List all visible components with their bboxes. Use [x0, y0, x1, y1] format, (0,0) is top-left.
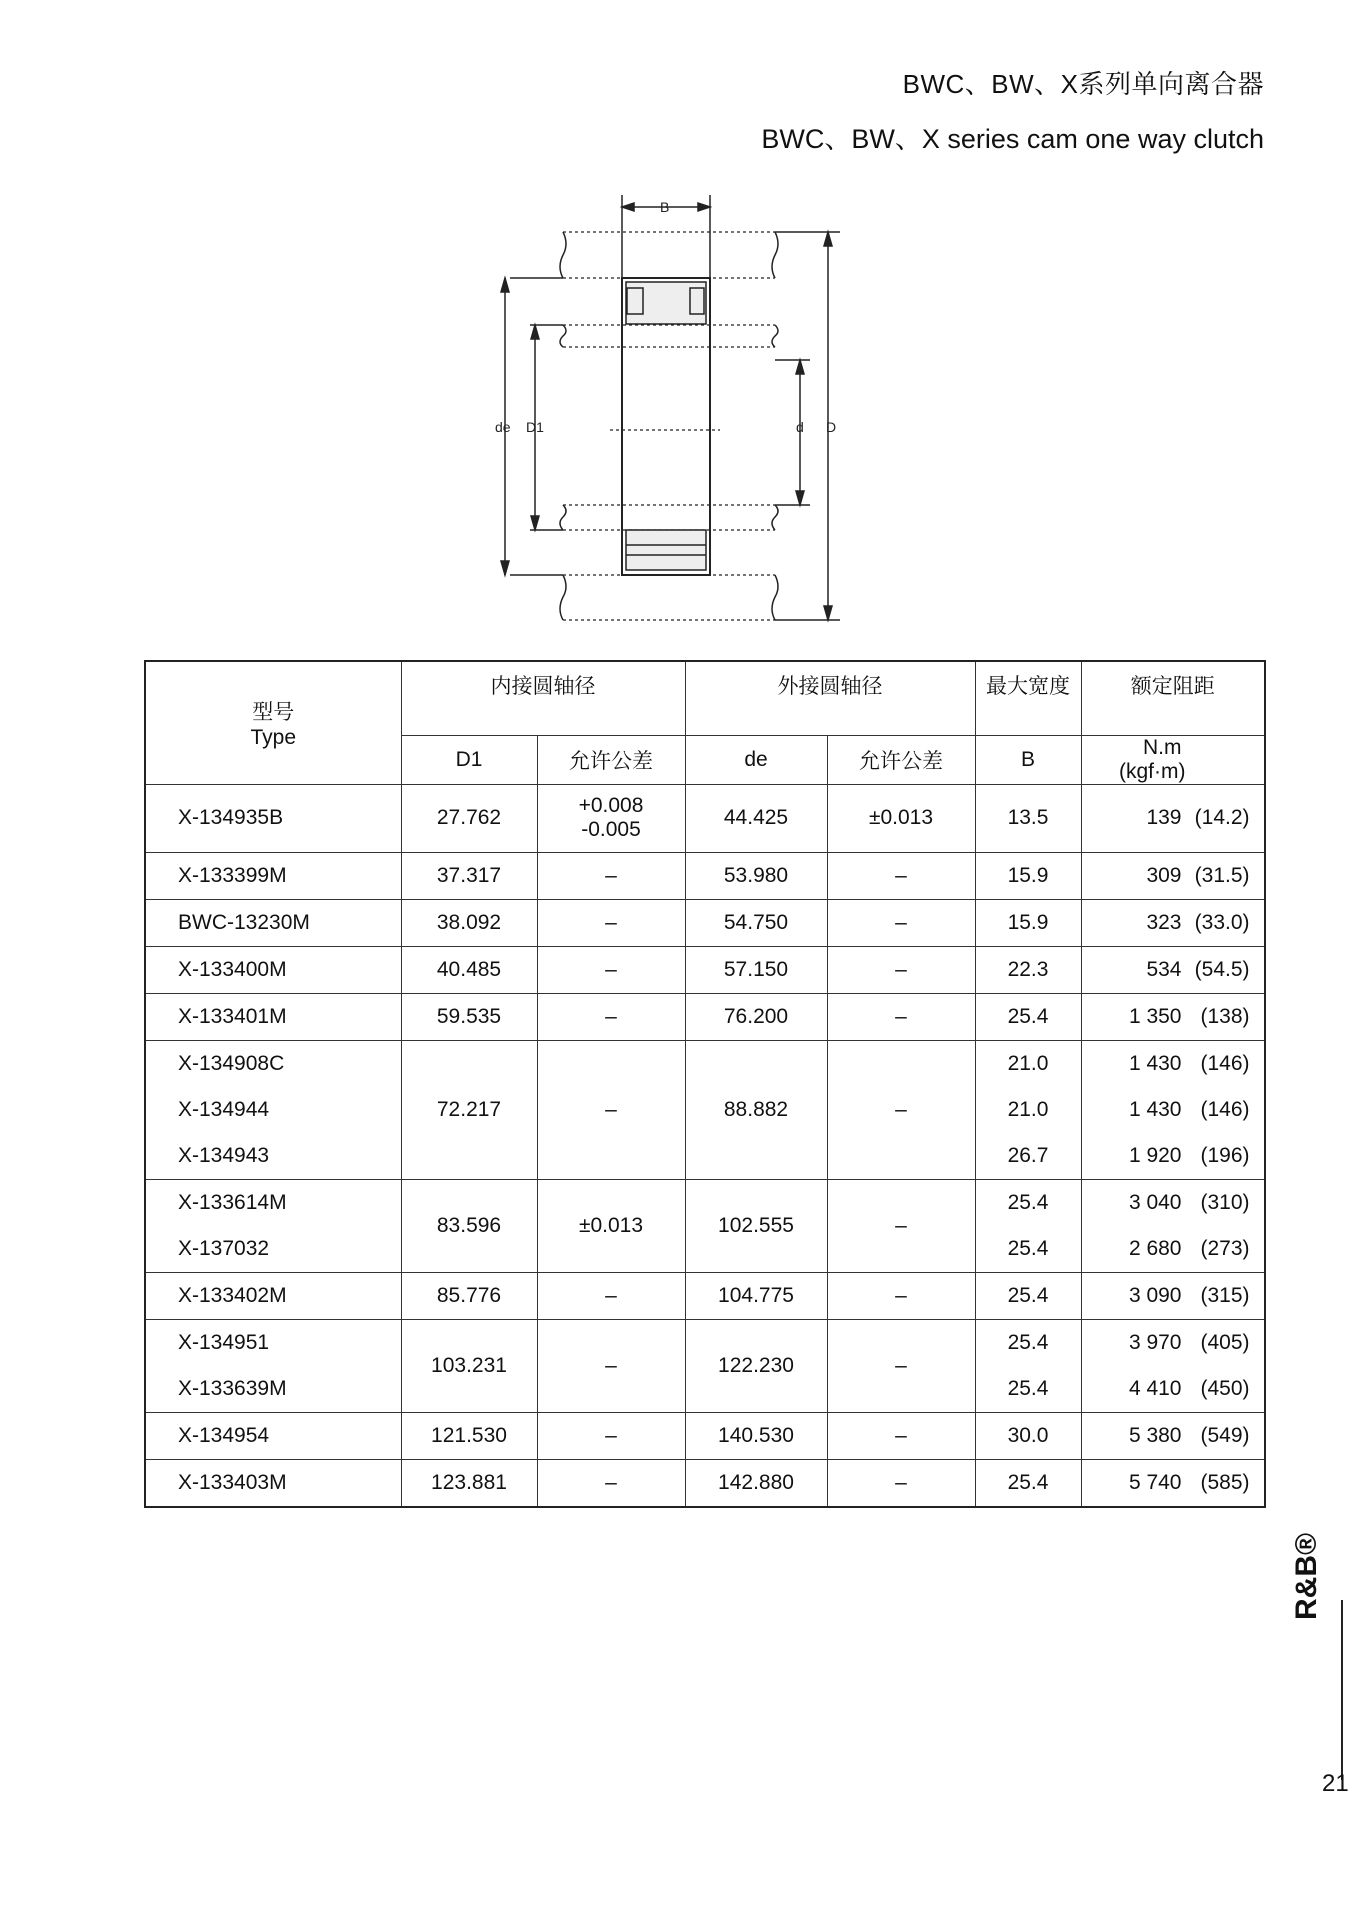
type-value: X-133403M	[178, 1470, 287, 1494]
torque-line	[1102, 900, 1265, 946]
tol2-cell: –	[827, 852, 975, 899]
tol1-cell	[537, 1412, 685, 1459]
table-row	[145, 1459, 1265, 1507]
d1-cell: 72.217	[401, 1040, 537, 1179]
d1-cell: 37.317	[401, 852, 537, 899]
de-cell: 104.775	[685, 1272, 827, 1319]
header-de: de	[685, 735, 827, 784]
type-value: X-133399M	[178, 863, 287, 887]
b-value: 25.4	[1007, 1376, 1049, 1400]
torque-line	[1102, 1366, 1265, 1412]
type-value: X-134908C	[178, 1051, 285, 1075]
b-value: 25.4	[1007, 1236, 1049, 1260]
header-b: B	[975, 735, 1081, 784]
type-cell	[145, 899, 401, 946]
b-cell	[975, 1319, 1081, 1412]
tol1-value: –	[605, 1423, 617, 1447]
tol2-cell: –	[827, 1319, 975, 1412]
torque-cell	[1081, 993, 1265, 1040]
torque-nm: 309	[1146, 863, 1182, 887]
de-cell: 57.150	[685, 946, 827, 993]
type-value: X-133401M	[178, 1004, 287, 1028]
b-cell	[975, 1179, 1081, 1272]
brand-logo: R&B®	[1290, 1532, 1323, 1620]
tol1-cell	[537, 946, 685, 993]
torque-nm: 3 970	[1128, 1330, 1182, 1354]
de-cell: 44.425	[685, 784, 827, 852]
torque-kgfm: (405)	[1200, 1330, 1250, 1354]
header-tol1: 允许公差	[537, 735, 685, 784]
type-value: X-133614M	[178, 1190, 287, 1214]
torque-nm: 1 430	[1128, 1051, 1182, 1075]
tol1-value: ±0.013	[578, 1213, 644, 1237]
b-value: 26.7	[1007, 1143, 1049, 1167]
tol1-cell	[537, 899, 685, 946]
table-row	[145, 899, 1265, 946]
type-cell	[145, 1040, 401, 1179]
tol1-value: –	[605, 1353, 617, 1377]
b-value: 30.0	[1007, 1423, 1049, 1447]
torque-line	[1102, 1273, 1265, 1319]
page-title-cn: BWC、BW、X系列单向离合器	[902, 69, 1264, 99]
torque-line	[1102, 795, 1265, 841]
header-tol2: 允许公差	[827, 735, 975, 784]
table-row	[145, 784, 1265, 852]
type-value: X-133402M	[178, 1283, 287, 1307]
b-value: 21.0	[1007, 1097, 1049, 1121]
spec-table	[144, 660, 1266, 1508]
tol1-value: -0.005	[581, 818, 641, 841]
torque-line	[1102, 1413, 1265, 1459]
tol1-cell	[537, 1040, 685, 1179]
d1-cell: 27.762	[401, 784, 537, 852]
torque-cell	[1081, 1412, 1265, 1459]
tol2-cell: –	[827, 993, 975, 1040]
d1-cell: 85.776	[401, 1272, 537, 1319]
d1-cell: 83.596	[401, 1179, 537, 1272]
de-cell: 88.882	[685, 1040, 827, 1179]
torque-cell	[1081, 1272, 1265, 1319]
torque-nm: 139	[1146, 806, 1182, 829]
type-cell	[145, 1272, 401, 1319]
torque-cell	[1081, 1459, 1265, 1507]
torque-kgfm: (146)	[1200, 1097, 1250, 1121]
torque-kgfm: (54.5)	[1194, 957, 1250, 981]
header-type-en: Type	[250, 725, 297, 749]
d1-cell: 40.485	[401, 946, 537, 993]
torque-line	[1102, 1133, 1265, 1179]
torque-kgfm: (138)	[1200, 1004, 1250, 1028]
torque-kgfm: (33.0)	[1194, 910, 1250, 934]
table-row	[145, 993, 1265, 1040]
torque-kgfm: (450)	[1200, 1376, 1250, 1400]
de-cell: 102.555	[685, 1179, 827, 1272]
tol1-value: –	[605, 910, 617, 934]
torque-line	[1102, 853, 1265, 899]
torque-line	[1102, 947, 1265, 993]
type-value: X-134951	[178, 1330, 270, 1354]
b-value: 25.4	[1007, 1470, 1049, 1494]
b-value: 25.4	[1007, 1283, 1049, 1307]
de-cell: 54.750	[685, 899, 827, 946]
b-cell	[975, 899, 1081, 946]
dim-label-de: de	[495, 419, 511, 435]
torque-nm: 2 680	[1128, 1236, 1182, 1260]
header-kgfm: (kgf·m)	[1119, 759, 1186, 783]
torque-cell	[1081, 1319, 1265, 1412]
type-cell	[145, 946, 401, 993]
b-cell	[975, 1412, 1081, 1459]
torque-cell	[1081, 784, 1265, 852]
table-row	[145, 1319, 1265, 1412]
tol2-cell: –	[827, 899, 975, 946]
b-cell	[975, 784, 1081, 852]
clutch-cross-section-diagram	[0, 0, 1346, 660]
torque-nm: 4 410	[1128, 1376, 1182, 1400]
b-value: 25.4	[1007, 1190, 1049, 1214]
type-value: X-133400M	[178, 957, 287, 981]
torque-nm: 5 740	[1128, 1470, 1182, 1494]
table-row	[145, 852, 1265, 899]
torque-kgfm: (310)	[1200, 1190, 1250, 1214]
tol1-cell	[537, 852, 685, 899]
type-value: X-134954	[178, 1423, 270, 1447]
header-nm-kgfm	[1081, 735, 1265, 784]
header-outer: 外接圆轴径	[685, 661, 975, 735]
type-value: X-133639M	[178, 1376, 287, 1400]
d1-cell: 121.530	[401, 1412, 537, 1459]
type-value: X-134943	[178, 1143, 270, 1167]
torque-line	[1102, 1041, 1265, 1087]
tol1-value: –	[605, 957, 617, 981]
tol2-cell: ±0.013	[827, 784, 975, 852]
d1-cell: 123.881	[401, 1459, 537, 1507]
torque-cell	[1081, 899, 1265, 946]
tol2-cell: –	[827, 1412, 975, 1459]
b-value: 25.4	[1007, 1004, 1049, 1028]
torque-nm: 3 040	[1128, 1190, 1182, 1214]
torque-line	[1102, 1180, 1265, 1226]
torque-line	[1102, 994, 1265, 1040]
header-type	[145, 661, 401, 784]
b-cell	[975, 1459, 1081, 1507]
de-cell: 140.530	[685, 1412, 827, 1459]
tol1-value: –	[605, 863, 617, 887]
torque-nm: 534	[1146, 957, 1182, 981]
type-value: BWC-13230M	[178, 910, 310, 934]
type-cell	[145, 1412, 401, 1459]
tol2-cell: –	[827, 1272, 975, 1319]
tol1-cell	[537, 993, 685, 1040]
dim-label-d1: D1	[526, 419, 544, 435]
tol1-cell	[537, 1272, 685, 1319]
b-value: 13.5	[1007, 806, 1049, 829]
table-row	[145, 1412, 1265, 1459]
table-row	[145, 1272, 1265, 1319]
page-number: 21	[1322, 1770, 1349, 1797]
tol2-cell: –	[827, 946, 975, 993]
torque-nm: 1 350	[1128, 1004, 1182, 1028]
header-width: 最大宽度	[975, 661, 1081, 735]
type-cell	[145, 852, 401, 899]
page-title-en: BWC、BW、X series cam one way clutch	[761, 124, 1264, 154]
torque-nm: 3 090	[1128, 1283, 1182, 1307]
de-cell: 76.200	[685, 993, 827, 1040]
type-cell	[145, 1459, 401, 1507]
type-value: X-137032	[178, 1236, 270, 1260]
b-value: 21.0	[1007, 1051, 1049, 1075]
de-cell: 122.230	[685, 1319, 827, 1412]
b-cell	[975, 946, 1081, 993]
tol1-cell	[537, 1459, 685, 1507]
header-inner: 内接圆轴径	[401, 661, 685, 735]
dim-label-b: B	[660, 199, 670, 215]
type-cell	[145, 1319, 401, 1412]
tol1-value: –	[605, 1283, 617, 1307]
type-cell	[145, 993, 401, 1040]
table-body	[145, 784, 1265, 1507]
torque-nm: 1 920	[1128, 1143, 1182, 1167]
tol1-value: –	[605, 1470, 617, 1494]
torque-nm: 5 380	[1128, 1423, 1182, 1447]
table-row	[145, 1040, 1265, 1179]
b-value: 15.9	[1007, 863, 1049, 887]
table-row	[145, 1179, 1265, 1272]
torque-kgfm: (273)	[1200, 1236, 1250, 1260]
torque-line	[1102, 1226, 1265, 1272]
d1-cell: 38.092	[401, 899, 537, 946]
b-cell	[975, 993, 1081, 1040]
de-cell: 53.980	[685, 852, 827, 899]
tol2-cell: –	[827, 1459, 975, 1507]
torque-line	[1102, 1087, 1265, 1133]
b-cell	[975, 1272, 1081, 1319]
torque-kgfm: (315)	[1200, 1283, 1250, 1307]
tol2-cell: –	[827, 1179, 975, 1272]
de-cell: 142.880	[685, 1459, 827, 1507]
torque-kgfm: (146)	[1200, 1051, 1250, 1075]
tol1-cell	[537, 784, 685, 852]
b-value: 15.9	[1007, 910, 1049, 934]
torque-line	[1102, 1320, 1265, 1366]
torque-kgfm: (196)	[1200, 1143, 1250, 1167]
header-type-cn: 型号	[252, 699, 295, 724]
torque-kgfm: (549)	[1200, 1423, 1250, 1447]
edge-rule	[1341, 1600, 1343, 1780]
torque-line	[1102, 1460, 1265, 1506]
d1-cell: 103.231	[401, 1319, 537, 1412]
type-value: X-134944	[178, 1097, 270, 1121]
header-torque: 额定阻距	[1081, 661, 1265, 735]
tol1-value: +0.008	[578, 794, 644, 817]
type-value: X-134935B	[178, 806, 284, 829]
torque-kgfm: (585)	[1200, 1470, 1250, 1494]
torque-nm: 1 430	[1128, 1097, 1182, 1121]
b-value: 22.3	[1007, 957, 1049, 981]
tol1-value: –	[605, 1004, 617, 1028]
header-d1: D1	[401, 735, 537, 784]
d1-cell: 59.535	[401, 993, 537, 1040]
torque-cell	[1081, 1179, 1265, 1272]
torque-kgfm: (31.5)	[1194, 863, 1250, 887]
header-nm: N.m	[1143, 735, 1182, 759]
tol1-cell	[537, 1319, 685, 1412]
torque-cell	[1081, 946, 1265, 993]
torque-cell	[1081, 852, 1265, 899]
b-value: 25.4	[1007, 1330, 1049, 1354]
type-cell	[145, 784, 401, 852]
b-cell	[975, 852, 1081, 899]
dim-label-d: d	[796, 419, 804, 435]
tol1-value: –	[605, 1097, 617, 1121]
torque-nm: 323	[1146, 910, 1182, 934]
dim-label-D: D	[826, 419, 837, 435]
tol2-cell: –	[827, 1040, 975, 1179]
table-row	[145, 946, 1265, 993]
torque-cell	[1081, 1040, 1265, 1179]
tol1-cell	[537, 1179, 685, 1272]
torque-kgfm: (14.2)	[1194, 806, 1250, 829]
b-cell	[975, 1040, 1081, 1179]
type-cell	[145, 1179, 401, 1272]
